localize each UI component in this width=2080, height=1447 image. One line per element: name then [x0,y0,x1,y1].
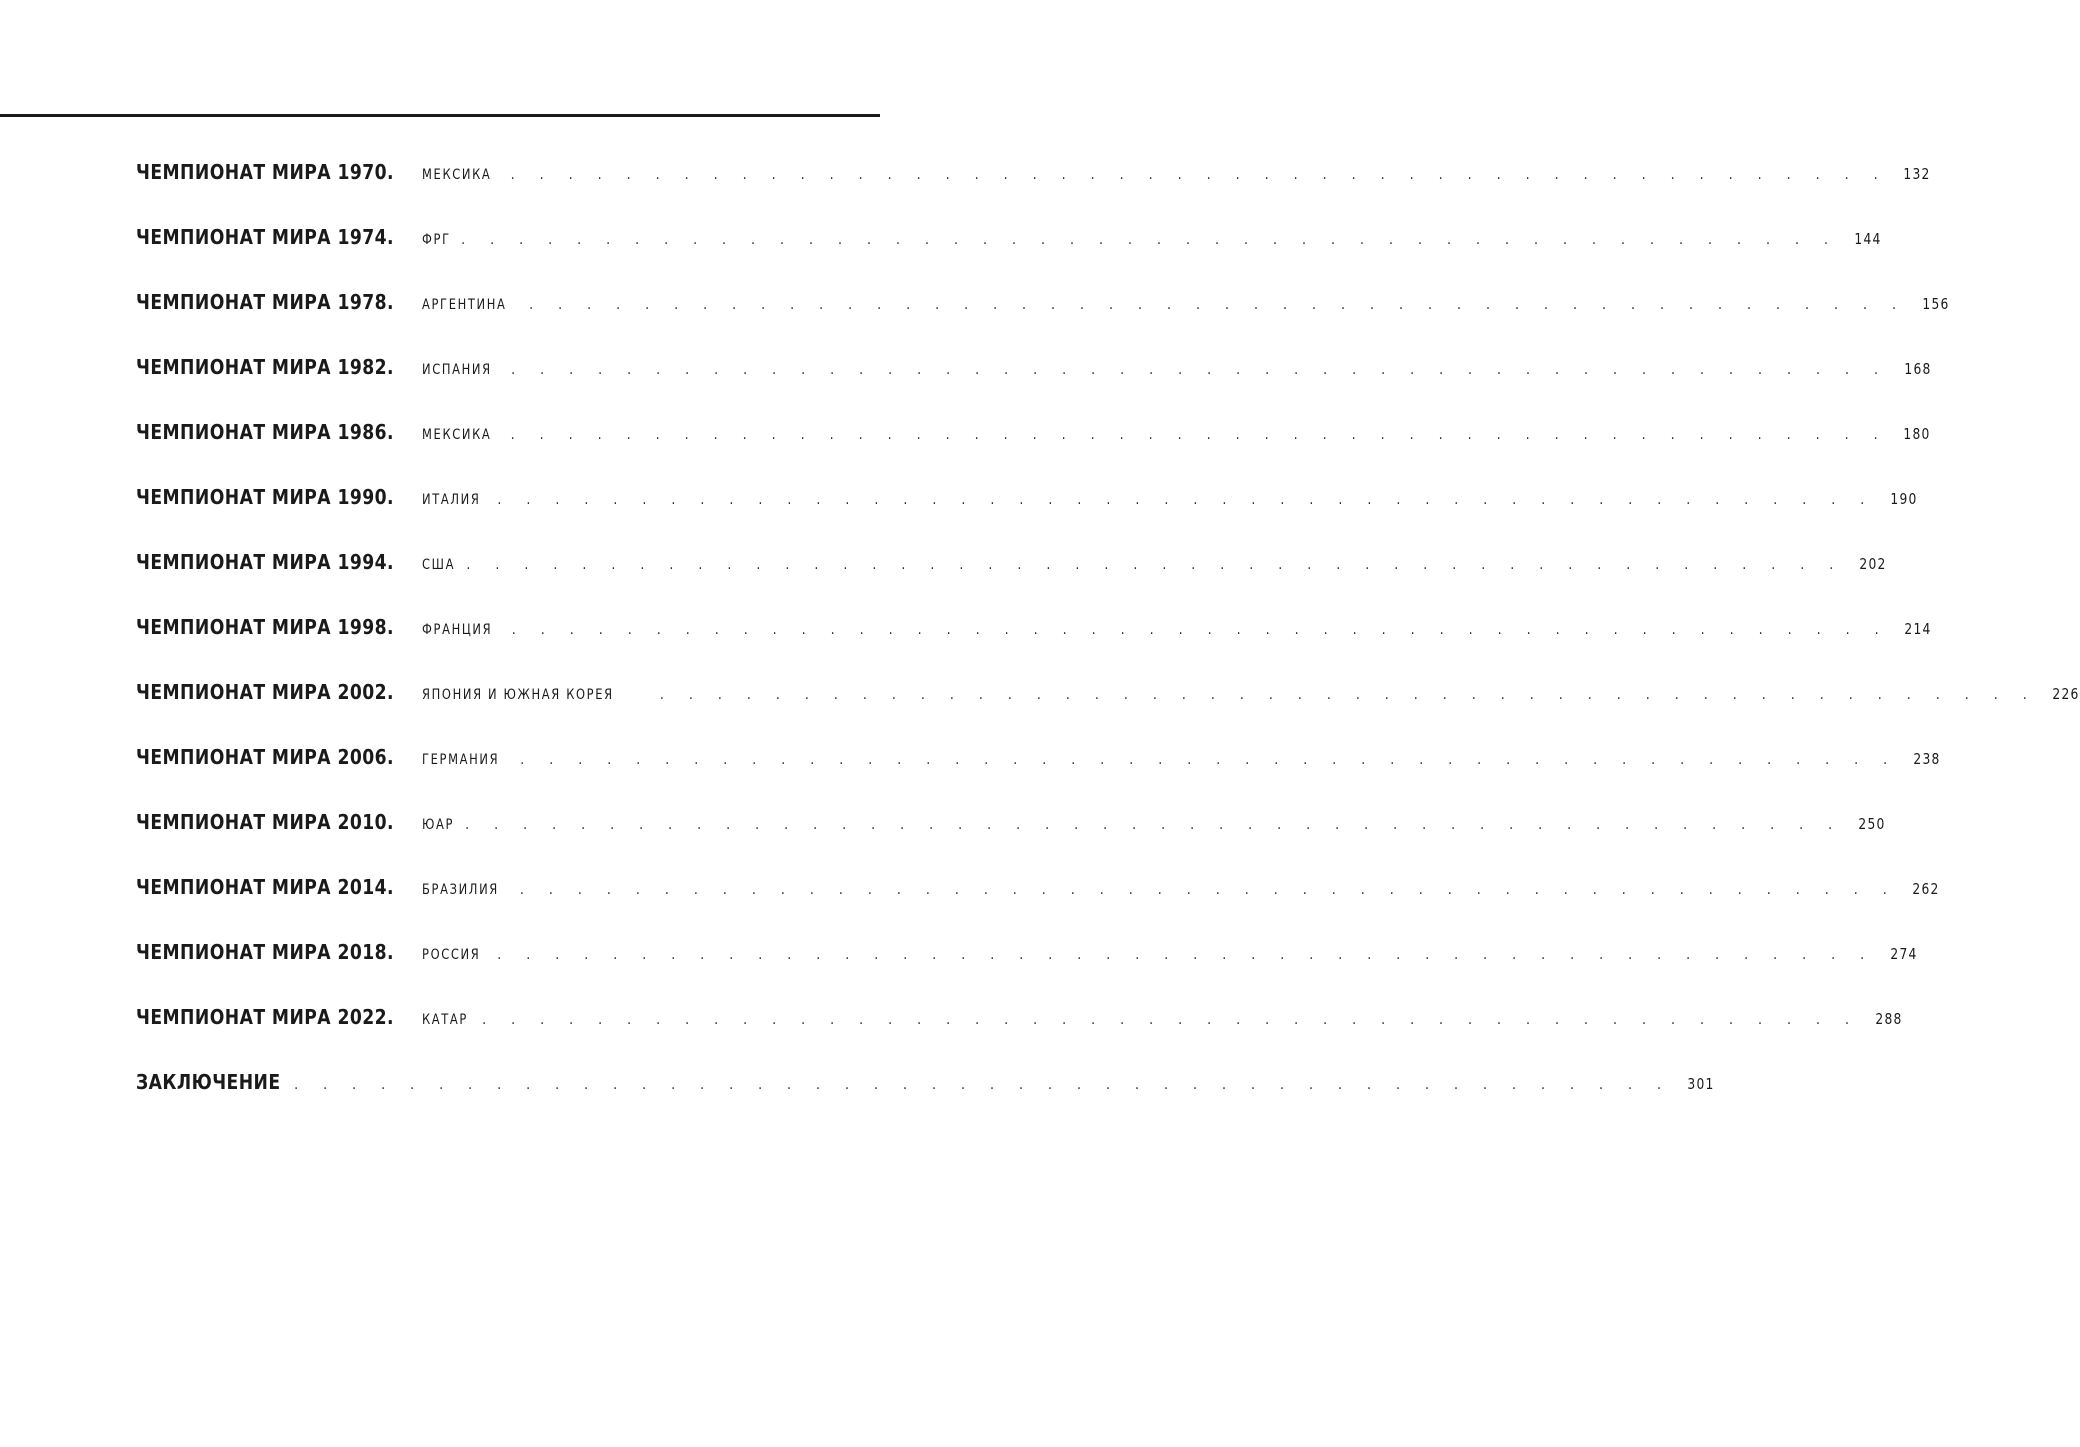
toc-entry-page: 202 [1859,555,1887,573]
toc-entry-2014[interactable] [136,855,1940,920]
toc-entry-title: ЧЕМПИОНАТ МИРА 1978. [136,290,395,314]
toc-entry-page: 144 [1853,230,1882,248]
toc-dot-leader: . . . . . . . . . . . . . . . . . . . . . . . . . . . . . . . . . . . . . . . . . . . . . . . . [497,947,1875,963]
toc-entry-page: 132 [1903,165,1931,183]
toc-entry-page: 156 [1921,295,1950,313]
toc-dot-leader: . . . . . . . . . . . . . . . . . . . . . . . . . . . . . . . . . . . . . . . . . . . . . . . . [520,752,1898,768]
toc-entry-2002[interactable] [136,660,2080,725]
toc-entry-title: ЧЕМПИОНАТ МИРА 1998. [136,615,395,639]
toc-dot-leader: . . . . . . . . . . . . . . . . . . . . . . . . . . . . . . . . . . . . . . . . . . . . . . . . [511,362,1889,378]
toc-entry-country: МЕКСИКА [422,427,492,443]
toc-entry-title: ЧЕМПИОНАТ МИРА 2022. [136,1005,395,1029]
toc-entry-country: МЕКСИКА [422,167,492,183]
toc-entry-page: 262 [1912,880,1940,898]
toc-dot-leader: . . . . . . . . . . . . . . . . . . . . . . . . . . . . . . . . . . . . . . . . . . . . . . . . [659,687,2038,703]
toc-entry-title: ЧЕМПИОНАТ МИРА 1970. [136,160,395,184]
toc-dot-leader: . . . . . . . . . . . . . . . . . . . . . . . . . . . . . . . . . . . . . . . . . . . . . . . . [510,427,1889,443]
toc-dot-leader: . . . . . . . . . . . . . . . . . . . . . . . . . . . . . . . . . . . . . . . . . . . . . . . . [294,1077,1672,1093]
toc-dot-leader: . . . . . . . . . . . . . . . . . . . . . . . . . . . . . . . . . . . . . . . . . . . . . . . . [465,817,1843,833]
toc-entry-title: ЧЕМПИОНАТ МИРА 1974. [136,225,395,249]
toc-entry-title: ЧЕМПИОНАТ МИРА 1994. [136,550,395,574]
toc-entry-page: 301 [1686,1075,1715,1093]
toc-dot-leader: . . . . . . . . . . . . . . . . . . . . . . . . . . . . . . . . . . . . . . . . . . . . . . . . [510,167,1889,183]
toc-entry-page: 238 [1913,750,1941,768]
toc-entry-conclusion[interactable] [136,1050,1715,1115]
toc-dot-leader: . . . . . . . . . . . . . . . . . . . . . . . . . . . . . . . . . . . . . . . . . . . . . . . . [511,622,1890,638]
toc-dot-leader: . . . . . . . . . . . . . . . . . . . . . . . . . . . . . . . . . . . . . . . . . . . . . . . . [461,232,1839,248]
toc-entry-country: США [422,557,456,573]
toc-entry-country: ЮАР [422,817,455,833]
toc-entry-title: ЧЕМПИОНАТ МИРА 2006. [136,745,395,769]
toc-entry-title: ЧЕМПИОНАТ МИРА 2010. [136,810,395,834]
toc-entry-page: 226 [2052,685,2080,703]
toc-entry-page: 274 [1890,945,1918,963]
toc-entry-2022[interactable] [136,985,1903,1050]
toc-dot-leader: . . . . . . . . . . . . . . . . . . . . . . . . . . . . . . . . . . . . . . . . . . . . . . . . [482,1012,1860,1028]
toc-entry-country: БРАЗИЛИЯ [422,882,499,898]
toc-entry-2010[interactable] [136,790,1886,855]
toc-entry-page: 288 [1874,1010,1903,1028]
toc-entry-1982[interactable] [136,335,1932,400]
toc-entry-page: 190 [1890,490,1918,508]
toc-entry-country: АРГЕНТИНА [422,297,507,313]
toc-entry-country: ГЕРМАНИЯ [422,752,500,768]
toc-entry-1998[interactable] [136,595,1932,660]
toc-entry-title: ЧЕМПИОНАТ МИРА 1990. [136,485,395,509]
toc-entry-country: ИСПАНИЯ [422,362,492,378]
toc-entry-country: КАТАР [422,1012,469,1028]
toc-entry-2018[interactable] [136,920,1918,985]
toc-entry-country: ФРГ [422,232,451,248]
toc-entry-1970[interactable] [136,140,1931,205]
toc-dot-leader: . . . . . . . . . . . . . . . . . . . . . . . . . . . . . . . . . . . . . . . . . . . . . . . . [497,492,1875,508]
toc-entry-country: РОССИЯ [422,947,481,963]
toc-entry-1986[interactable] [136,400,1931,465]
toc-entry-country: ФРАНЦИЯ [422,622,493,638]
toc-entry-1974[interactable] [136,205,1882,270]
toc-entry-country: ИТАЛИЯ [422,492,481,508]
top-rule [0,114,880,117]
toc-entry-title: ЧЕМПИОНАТ МИРА 2018. [136,940,395,964]
toc-entry-page: 180 [1903,425,1931,443]
toc-entry-page: 214 [1904,620,1932,638]
table-of-contents [136,140,2080,1115]
toc-entry-page: 250 [1857,815,1886,833]
toc-entry-title: ЧЕМПИОНАТ МИРА 2014. [136,875,395,899]
toc-dot-leader: . . . . . . . . . . . . . . . . . . . . . . . . . . . . . . . . . . . . . . . . . . . . . . . . [519,882,1898,898]
toc-entry-title: ЧЕМПИОНАТ МИРА 2002. [136,680,395,704]
toc-entry-country: ЯПОНИЯ И ЮЖНАЯ КОРЕЯ [422,687,614,703]
toc-entry-2006[interactable] [136,725,1941,790]
toc-entry-title: ЗАКЛЮЧЕНИЕ [136,1070,281,1094]
toc-entry-1990[interactable] [136,465,1918,530]
toc-dot-leader: . . . . . . . . . . . . . . . . . . . . . . . . . . . . . . . . . . . . . . . . . . . . . . . . [466,557,1844,573]
toc-entry-title: ЧЕМПИОНАТ МИРА 1986. [136,420,395,444]
toc-entry-1994[interactable] [136,530,1887,595]
toc-dot-leader: . . . . . . . . . . . . . . . . . . . . . . . . . . . . . . . . . . . . . . . . . . . . . . . . [529,297,1907,313]
toc-entry-1978[interactable] [136,270,1950,335]
toc-entry-page: 168 [1903,360,1932,378]
toc-entry-title: ЧЕМПИОНАТ МИРА 1982. [136,355,395,379]
